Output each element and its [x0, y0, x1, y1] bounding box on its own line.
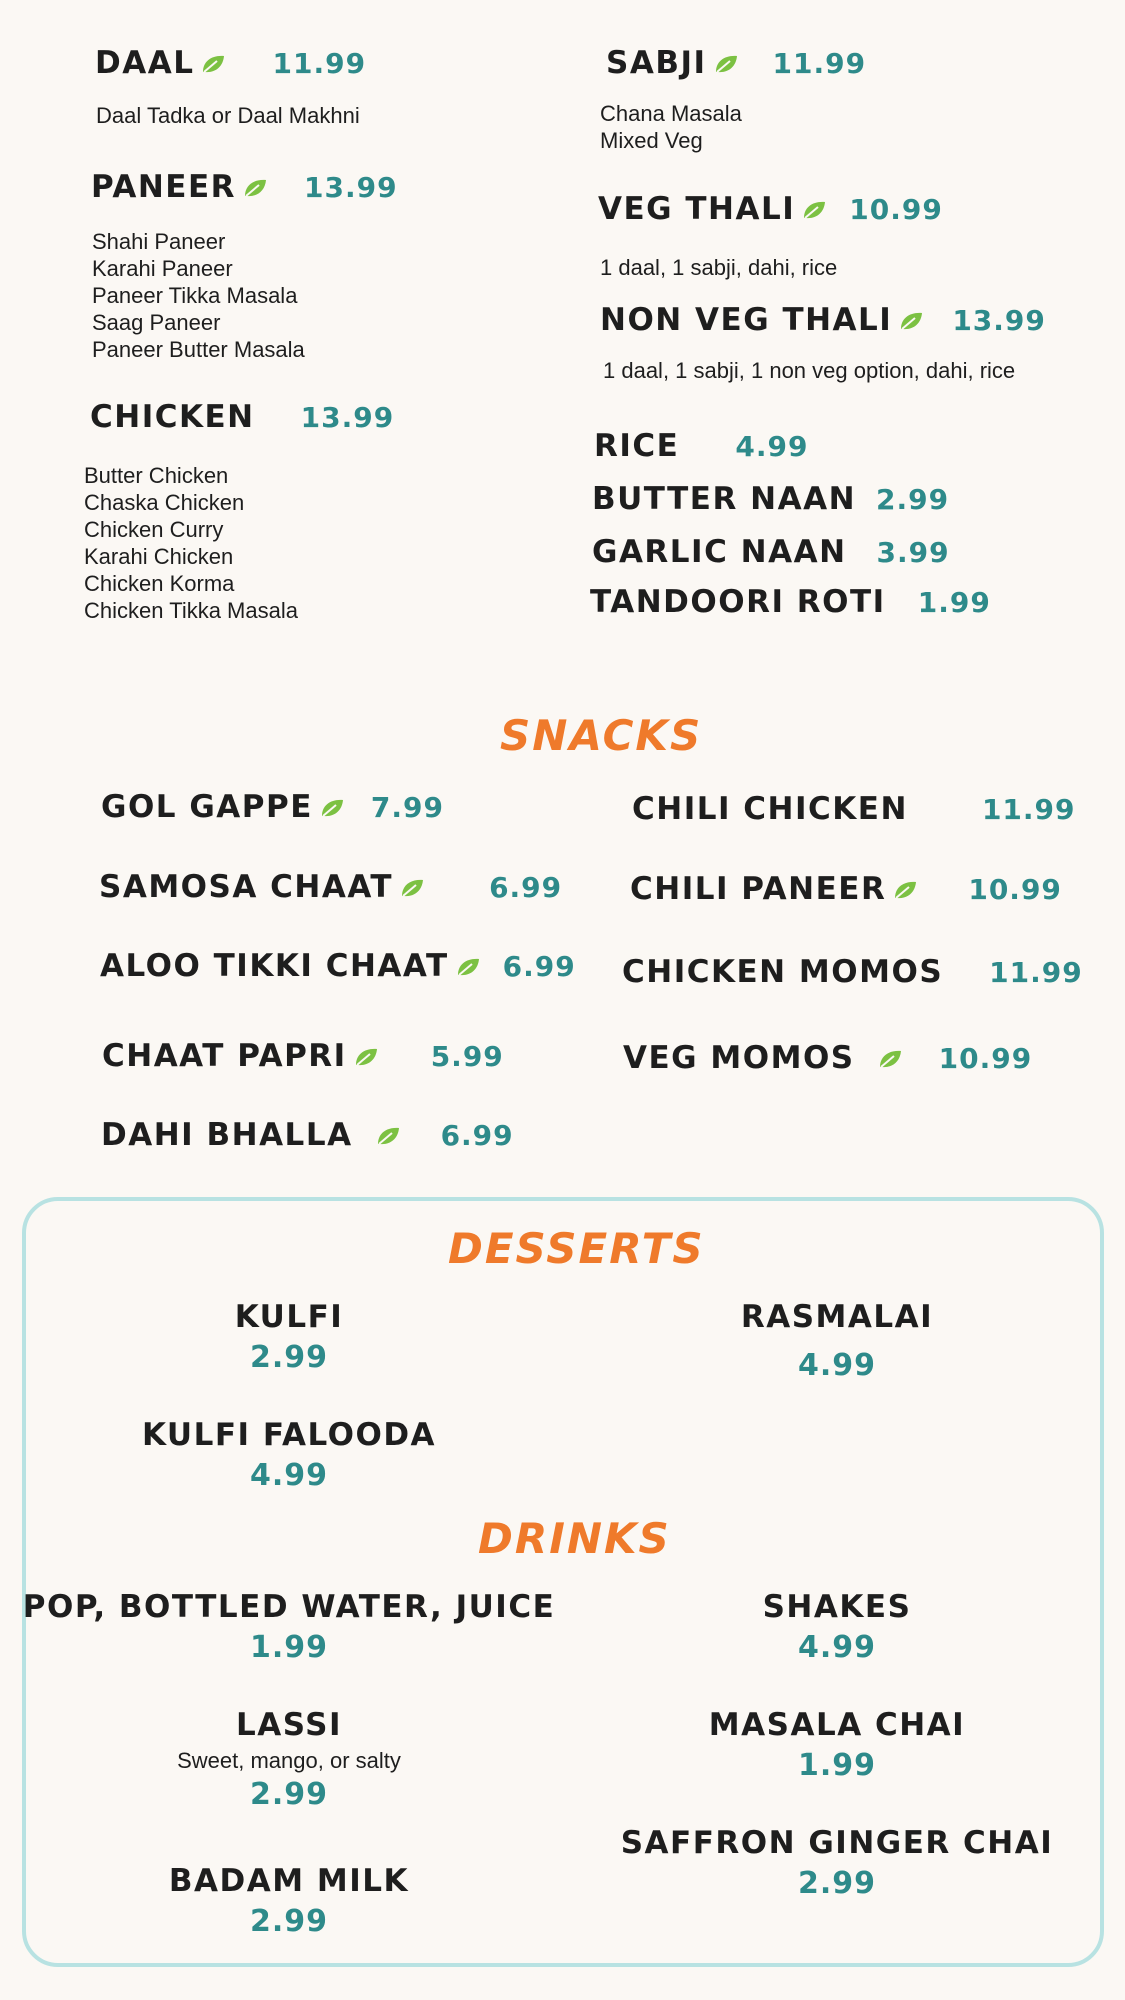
item-price: 2.99	[249, 1777, 329, 1812]
menu-item-chaat-papri	[102, 1038, 504, 1074]
item-price: 10.99	[938, 1041, 1033, 1075]
leaf-icon	[898, 310, 924, 332]
item-price: 11.99	[772, 46, 867, 80]
menu-item-sabji	[606, 45, 867, 81]
leaf-icon	[200, 53, 226, 75]
item-name: SABJI	[606, 45, 707, 81]
item-name: RASMALAI	[740, 1299, 934, 1335]
item-price: 13.99	[952, 303, 1046, 337]
item-option: Karahi Paneer	[92, 256, 233, 281]
drinks-heading: DRINKS	[478, 1514, 671, 1563]
menu-item-chicken	[90, 399, 395, 435]
item-price: 2.99	[797, 1866, 877, 1901]
item-price: 6.99	[440, 1118, 514, 1152]
item-option: Saag Paneer	[92, 310, 221, 335]
drink-shakes	[762, 1589, 912, 1665]
drink-saffron-ginger-chai	[620, 1825, 1054, 1901]
item-option: Mixed Veg	[600, 128, 703, 153]
item-name: MASALA CHAI	[708, 1707, 966, 1743]
item-price: 1.99	[917, 585, 991, 619]
menu-item-chili-paneer	[630, 871, 1062, 907]
menu-item-veg-momos	[623, 1040, 1033, 1076]
item-name: SHAKES	[762, 1589, 912, 1625]
menu-item-daal	[95, 45, 367, 81]
item-price: 11.99	[272, 46, 367, 80]
item-price: 3.99	[876, 535, 950, 569]
item-description-list	[92, 228, 305, 363]
item-option: Chicken Curry	[84, 517, 224, 542]
leaf-icon	[892, 879, 918, 901]
item-name: GARLIC NAAN	[592, 534, 847, 570]
item-description: 1 daal, 1 sabji, dahi, rice	[600, 255, 838, 280]
menu-item-aloo-tikki-chaat	[100, 948, 576, 984]
item-name: CHAAT PAPRI	[102, 1038, 347, 1074]
item-price: 10.99	[968, 872, 1062, 906]
item-name: BADAM MILK	[168, 1863, 410, 1899]
item-description-list	[84, 462, 298, 624]
item-price: 2.99	[876, 482, 950, 516]
item-name: DAAL	[95, 45, 195, 81]
item-name: BUTTER NAAN	[592, 481, 857, 517]
item-name: KULFI FALOODA	[141, 1417, 437, 1453]
drink-badam-milk	[168, 1863, 410, 1939]
item-description: 1 daal, 1 sabji, 1 non veg option, dahi, rice	[603, 358, 1016, 383]
item-name: SAMOSA CHAAT	[99, 869, 394, 905]
item-option: Paneer Tikka Masala	[92, 283, 298, 308]
item-price: 13.99	[300, 400, 395, 434]
item-price: 11.99	[989, 955, 1083, 989]
item-price: 6.99	[489, 870, 563, 904]
item-option: Chicken Korma	[84, 571, 235, 596]
leaf-icon	[353, 1046, 379, 1068]
drink-pop-water-juice	[22, 1589, 556, 1665]
leaf-icon	[713, 53, 739, 75]
leaf-icon	[242, 177, 268, 199]
item-option: Butter Chicken	[84, 463, 229, 488]
snacks-heading: SNACKS	[500, 711, 703, 760]
leaf-icon	[877, 1048, 903, 1070]
item-price: 6.99	[502, 949, 576, 983]
item-price: 5.99	[430, 1039, 504, 1073]
item-name: POP, BOTTLED WATER, JUICE	[22, 1589, 556, 1625]
dessert-rasmalai	[740, 1299, 934, 1383]
dessert-kulfi-falooda	[141, 1417, 437, 1493]
menu-item-rice	[594, 428, 809, 464]
menu-item-non-veg-thali	[600, 302, 1046, 338]
item-description: Daal Tadka or Daal Makhni	[96, 103, 360, 128]
leaf-icon	[375, 1125, 401, 1147]
item-name: CHICKEN	[90, 399, 255, 435]
item-name: CHILI CHICKEN	[632, 791, 908, 827]
menu-item-dahi-bhalla	[101, 1117, 514, 1153]
menu-item-chili-chicken	[632, 791, 1076, 827]
item-price: 4.99	[797, 1348, 877, 1383]
desserts-heading: DESSERTS	[448, 1224, 705, 1273]
menu-item-veg-thali	[598, 191, 943, 227]
item-price: 4.99	[249, 1458, 329, 1493]
item-name: LASSI	[235, 1707, 343, 1743]
item-name: TANDOORI ROTI	[590, 584, 886, 620]
item-option: Karahi Chicken	[84, 544, 234, 569]
menu-item-gol-gappe	[101, 789, 444, 825]
item-name: NON VEG THALI	[600, 302, 893, 338]
item-name: KULFI	[234, 1299, 344, 1335]
item-price: 10.99	[849, 192, 943, 226]
item-price: 2.99	[249, 1904, 329, 1939]
item-name: CHICKEN MOMOS	[622, 954, 944, 990]
menu-item-tandoori-roti	[590, 584, 991, 620]
item-name: DAHI BHALLA	[101, 1117, 353, 1153]
item-name: ALOO TIKKI CHAAT	[100, 948, 449, 984]
item-note: Sweet, mango, or salty	[177, 1748, 401, 1773]
item-option: Paneer Butter Masala	[92, 337, 305, 362]
item-price: 7.99	[370, 790, 444, 824]
drink-lassi	[177, 1707, 401, 1812]
item-description-list	[600, 100, 742, 154]
drink-masala-chai	[708, 1707, 966, 1783]
item-name: GOL GAPPE	[101, 789, 313, 825]
item-option: Chicken Tikka Masala	[84, 598, 298, 623]
menu-item-paneer	[91, 169, 398, 205]
item-price: 1.99	[797, 1748, 877, 1783]
item-price: 4.99	[797, 1630, 877, 1665]
dessert-kulfi	[234, 1299, 344, 1375]
item-price: 2.99	[249, 1340, 329, 1375]
item-price: 11.99	[981, 792, 1076, 826]
leaf-icon	[399, 877, 425, 899]
item-name: CHILI PANEER	[630, 871, 887, 907]
menu-item-butter-naan	[592, 481, 950, 517]
item-name: SAFFRON GINGER CHAI	[620, 1825, 1054, 1861]
item-name: VEG THALI	[598, 191, 796, 227]
leaf-icon	[801, 199, 827, 221]
leaf-icon	[319, 797, 345, 819]
item-name: VEG MOMOS	[623, 1040, 855, 1076]
menu-item-garlic-naan	[592, 534, 950, 570]
item-option: Shahi Paneer	[92, 229, 226, 254]
item-option: Chana Masala	[600, 101, 742, 126]
item-price: 4.99	[735, 429, 809, 463]
menu-item-chicken-momos	[622, 954, 1083, 990]
item-option: Chaska Chicken	[84, 490, 245, 515]
menu-item-samosa-chaat	[99, 869, 563, 905]
item-price: 1.99	[249, 1630, 329, 1665]
leaf-icon	[455, 956, 481, 978]
item-name: RICE	[594, 428, 680, 464]
item-name: PANEER	[91, 169, 237, 205]
item-price: 13.99	[304, 170, 398, 204]
